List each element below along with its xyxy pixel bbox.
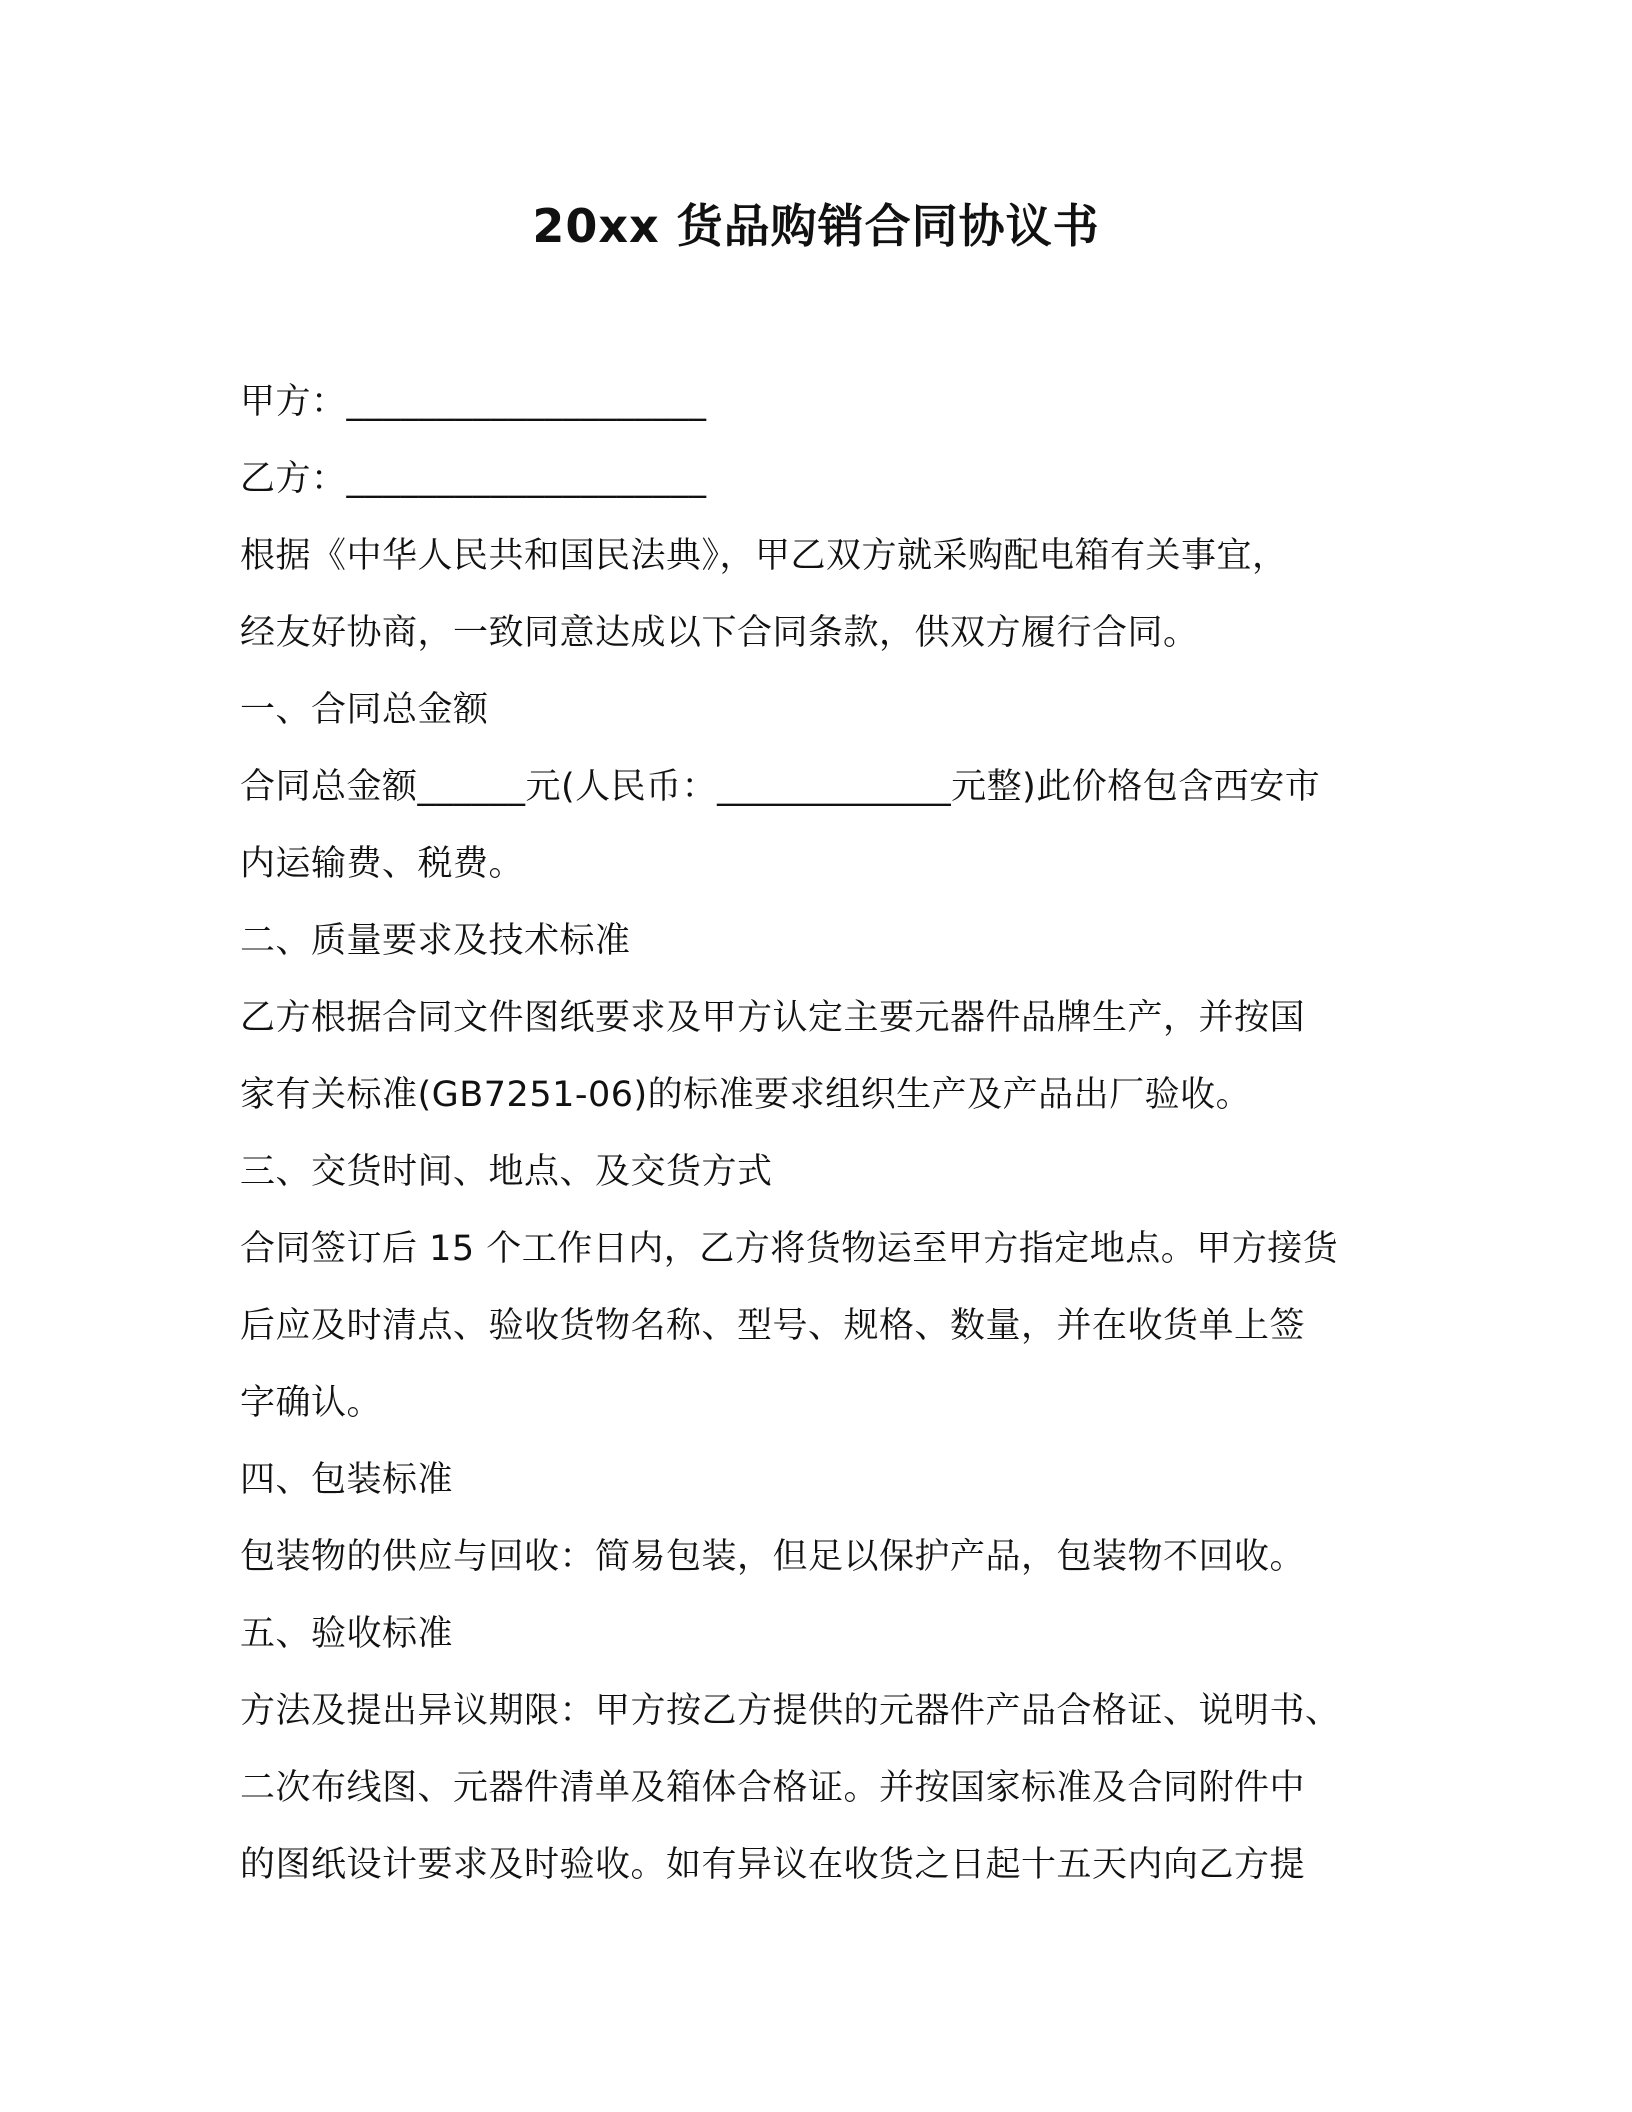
section-heading: 五、验收标准 [240,1614,454,1654]
paragraph-line: 合同签订后 15 个工作日内，乙方将货物运至甲方指定地点。甲方接货 [240,1229,1339,1269]
paragraph-line: 合同总金额______元(人民币：_____________元整)此价格包含西安市 [240,767,1321,807]
document-title: 20xx 货品购销合同协议书 [532,199,1100,253]
paragraph-line: 方法及提出异议期限：甲方按乙方提供的元器件产品合格证、说明书、 [240,1691,1341,1731]
document-body [240,364,1400,1904]
paragraph-line: 内运输费、税费。 [240,844,525,884]
party-a-line: 甲方：____________________ [240,382,707,422]
section-heading: 二、质量要求及技术标准 [240,921,631,961]
paragraph-line: 乙方根据合同文件图纸要求及甲方认定主要元器件品牌生产，并按国 [240,998,1306,1038]
section-heading: 四、包装标准 [240,1460,454,1500]
preamble-line: 根据《中华人民共和国民法典》，甲乙双方就采购配电箱有关事宜， [240,536,1288,576]
paragraph-line: 家有关标准(GB7251-06)的标准要求组织生产及产品出厂验收。 [240,1075,1252,1115]
paragraph-line: 后应及时清点、验收货物名称、型号、规格、数量，并在收货单上签 [240,1306,1306,1346]
paragraph-line: 包装物的供应与回收：简易包装，但足以保护产品，包装物不回收。 [240,1537,1306,1577]
paragraph-line: 字确认。 [240,1383,383,1423]
preamble-line: 经友好协商，一致同意达成以下合同条款，供双方履行合同。 [240,613,1199,653]
paragraph-line: 的图纸设计要求及时验收。如有异议在收货之日起十五天内向乙方提 [240,1845,1306,1885]
paragraph-line: 二次布线图、元器件清单及箱体合格证。并按国家标准及合同附件中 [240,1768,1306,1808]
section-heading: 三、交货时间、地点、及交货方式 [240,1152,773,1192]
party-b-line: 乙方：____________________ [240,459,707,499]
section-heading: 一、合同总金额 [240,690,489,730]
